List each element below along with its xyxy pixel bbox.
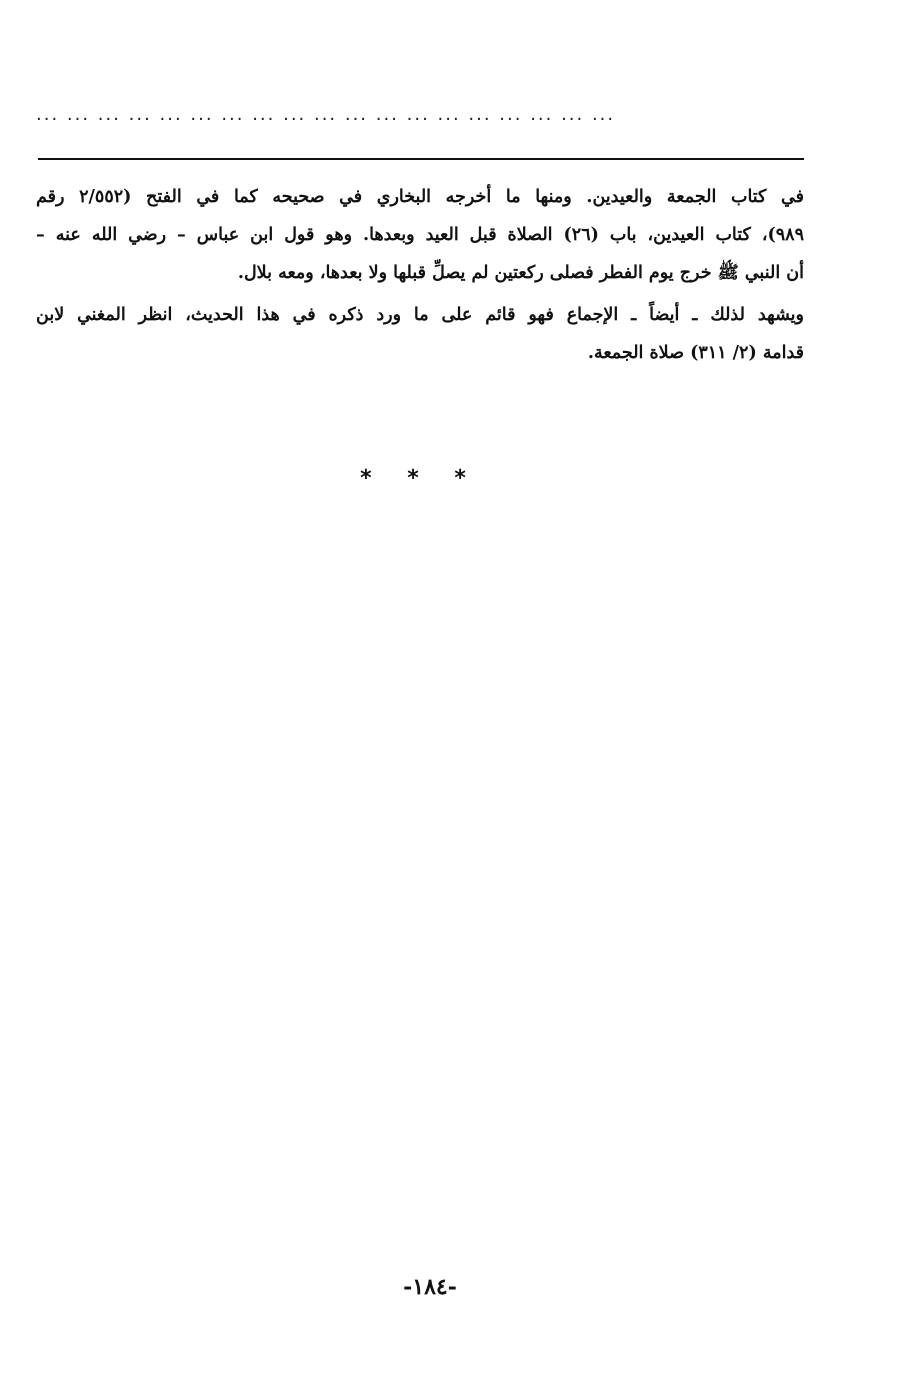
footnote-1-line-3: أن النبي ﷺ خرج يوم الفطر فصلى ركعتين لم يصلِّ قبلها ولا بعدها، ومعه بلال. <box>237 263 804 283</box>
page-number: -١٨٤- <box>403 1274 457 1300</box>
footnote-separator-line <box>38 158 804 160</box>
footnote-paragraph-1 <box>36 178 804 292</box>
footnote-1-line-2: ٩٨٩)، كتاب العيدين، باب (٢٦) الصلاة قبل العيد وبعدها. وهو قول ابن عباس – رضي الله عنه – <box>36 225 804 245</box>
footnote-paragraph-2 <box>36 296 804 372</box>
section-break-asterisks: * * * <box>360 466 480 491</box>
footnote-2-line-2: قدامة (٢/ ٣١١) صلاة الجمعة. <box>587 343 804 363</box>
footnote-1-line-1: في كتاب الجمعة والعيدين. ومنها ما أخرجه البخاري في صحيحه كما في الفتح (٢/٥٥٢ رقم <box>36 187 804 207</box>
continuation-dots: ... ... ... ... ... ... ... ... ... ... ... ... ... ... ... ... ... ... ... <box>36 104 616 125</box>
footnotes-block <box>36 178 804 372</box>
footnote-2-line-1: ويشهد لذلك ـ أيضاً ـ الإجماع فهو قائم على ما ورد ذكره في هذا الحديث، انظر المغني لابن <box>36 305 804 325</box>
